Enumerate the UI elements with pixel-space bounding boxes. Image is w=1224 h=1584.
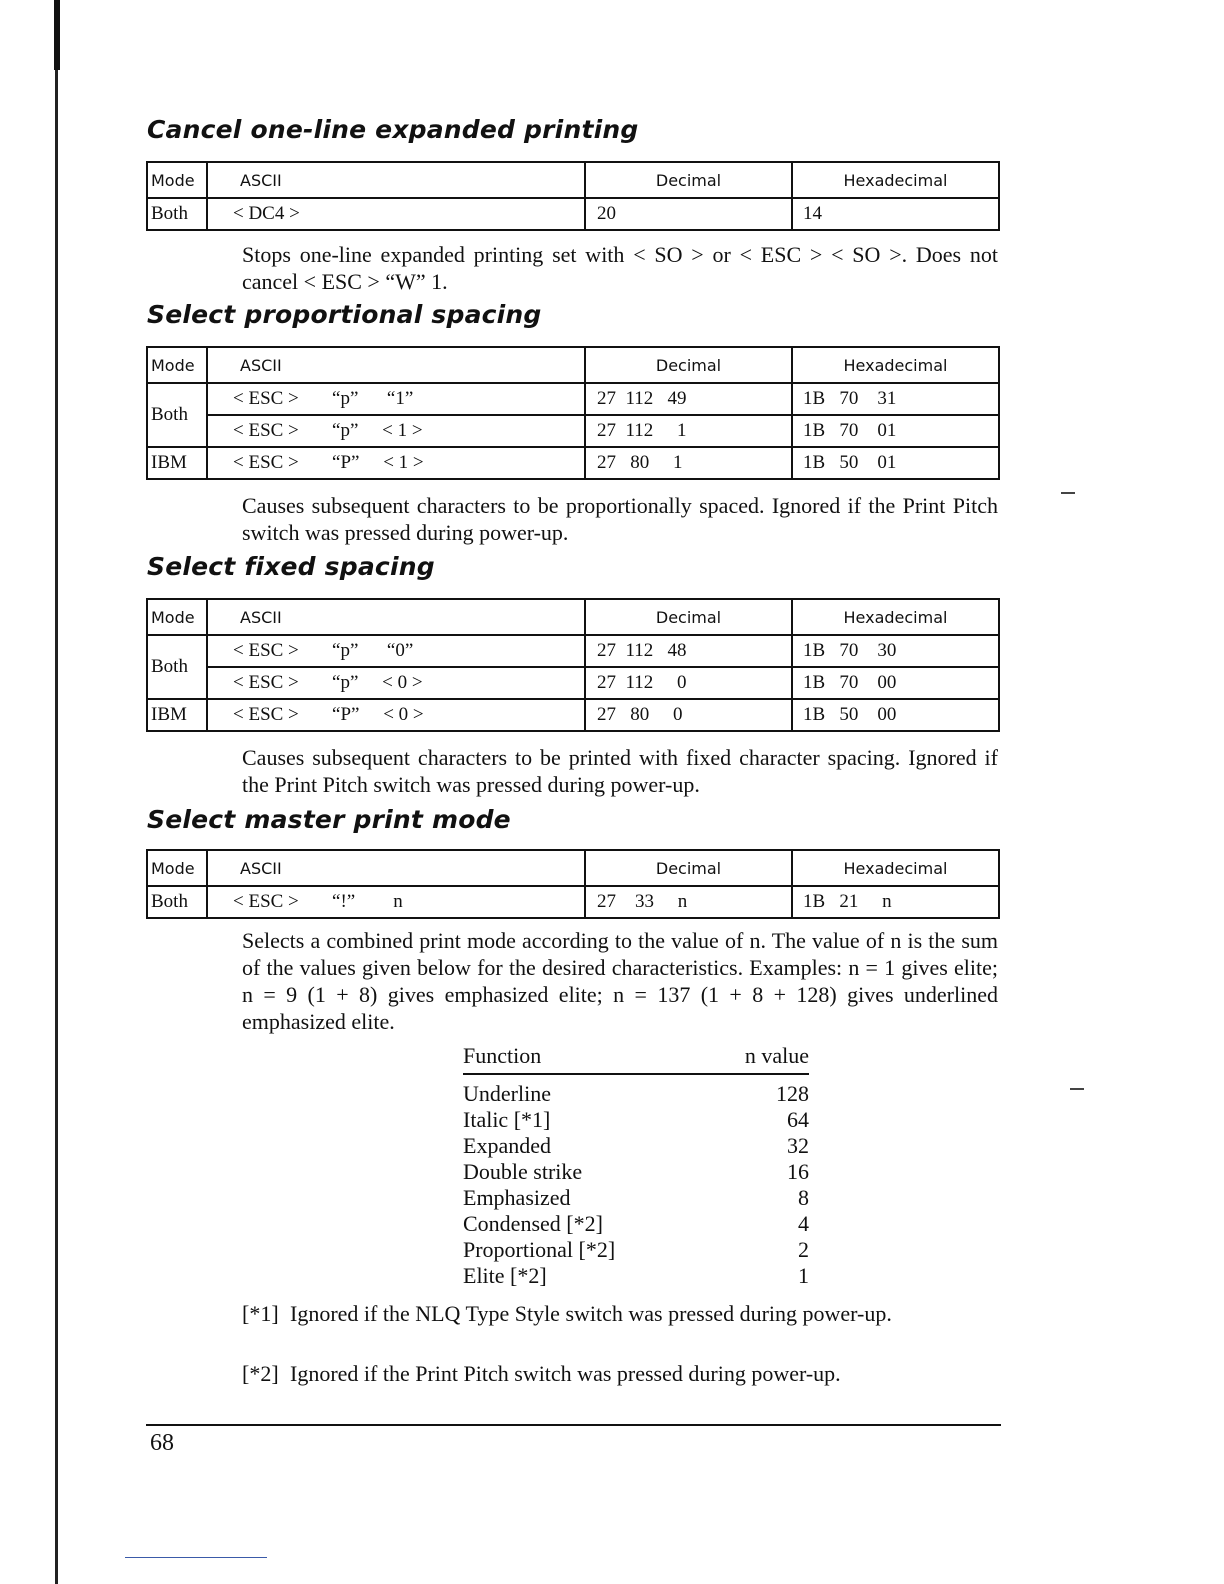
function-table-header [463,1042,809,1075]
function-row [463,1081,809,1107]
function-value-table [463,1042,809,1289]
function-name: Elite [*2] [463,1263,547,1288]
function-value: 1 [798,1263,809,1288]
cell-decimal: 27 80 1 [585,447,792,479]
function-name: Italic [*1] [463,1107,551,1132]
table-row [147,635,999,667]
cell-ascii: < ESC > “P” < 1 > [207,447,585,479]
cell-decimal: 27 112 49 [585,383,792,415]
page-number: 68 [150,1430,174,1456]
function-value: 64 [787,1107,809,1132]
table-row [147,198,999,230]
section-description: Selects a combined print mode according to the value of n. The value of n is the sum of the values given below for the desired characteristics. Examples: n = 1 gives elite; n = 9 (1 + 8) gives emphasized elite; n = 137 (1 + 8 + 128) gives underlined emphasized elite. [242,928,998,1034]
cell-ascii: < ESC > “p” “1” [207,383,585,415]
function-name: Proportional [*2] [463,1237,616,1262]
footnote-text: Ignored if the Print Pitch switch was pressed during power-up. [290,1361,841,1386]
header-hex: Hexadecimal [792,599,999,635]
section-description: Stops one-line expanded printing set with < SO > or < ESC > < SO >. Does not cancel < ESC > “W” 1. [242,242,998,294]
cell-hex: 1B 50 00 [792,699,999,731]
section-title-fixed-spacing: Select fixed spacing [147,552,435,581]
header-hex: Hexadecimal [792,162,999,198]
command-table-fixed-spacing [146,598,1000,732]
function-name: Double strike [463,1159,583,1184]
header-mode: Mode [147,162,207,198]
function-row [463,1211,809,1237]
command-table-master-print-mode [146,849,1000,919]
footnote-2 [242,1359,922,1388]
value-header: n value [744,1043,809,1068]
function-row [463,1133,809,1159]
cell-hex: 1B 70 31 [792,383,999,415]
cell-hex: 1B 70 01 [792,415,999,447]
header-ascii: ASCII [207,162,585,198]
header-ascii: ASCII [207,347,585,383]
table-row [147,447,999,479]
function-name: Emphasized [463,1185,571,1210]
table-row [147,699,999,731]
cell-decimal: 27 80 0 [585,699,792,731]
section-title-proportional-spacing: Select proportional spacing [147,300,542,329]
binding-edge-top [54,0,60,70]
cell-hex: 1B 21 n [792,886,999,918]
footnote-text: Ignored if the NLQ Type Style switch was pressed during power-up. [290,1301,892,1326]
table-header-row [147,599,999,635]
function-row [463,1263,809,1289]
cell-ascii: < ESC > “p” “0” [207,635,585,667]
table-row [147,667,999,699]
header-decimal: Decimal [585,162,792,198]
function-row [463,1185,809,1211]
table-header-row [147,850,999,886]
table-header-row [147,162,999,198]
cell-decimal: 27 112 1 [585,415,792,447]
header-mode: Mode [147,599,207,635]
cell-ascii: < ESC > “!” n [207,886,585,918]
cell-mode: Both [147,383,207,447]
cell-ascii: < DC4 > [207,198,585,230]
header-mode: Mode [147,347,207,383]
table-header-row [147,347,999,383]
table-row [147,886,999,918]
margin-mark [1070,1088,1084,1090]
cell-decimal: 27 33 n [585,886,792,918]
function-value: 128 [776,1081,809,1106]
command-table-proportional-spacing [146,346,1000,480]
header-decimal: Decimal [585,599,792,635]
cell-decimal: 27 112 0 [585,667,792,699]
cell-mode: IBM [147,447,207,479]
scan-artifact-line [125,1557,267,1558]
cell-mode: Both [147,198,207,230]
footer-rule [146,1424,1001,1426]
footnote-tag: [*1] [242,1301,279,1326]
function-table-body [463,1081,809,1289]
table-row [147,415,999,447]
function-header: Function [463,1043,542,1068]
function-row [463,1107,809,1133]
footnote-1 [242,1299,922,1328]
cell-mode: Both [147,886,207,918]
command-table-cancel-expanded [146,161,1000,231]
function-value: 4 [798,1211,809,1236]
header-mode: Mode [147,850,207,886]
function-name: Underline [463,1081,551,1106]
section-title-master-print-mode: Select master print mode [147,805,511,834]
cell-decimal: 20 [585,198,792,230]
function-name: Condensed [*2] [463,1211,603,1236]
header-ascii: ASCII [207,850,585,886]
cell-mode: IBM [147,699,207,731]
function-row [463,1237,809,1263]
function-name: Expanded [463,1133,551,1158]
cell-hex: 14 [792,198,999,230]
table-row [147,383,999,415]
binding-edge [55,0,58,1584]
cell-hex: 1B 70 00 [792,667,999,699]
header-ascii: ASCII [207,599,585,635]
section-description: Causes subsequent characters to be printed with fixed character spacing. Ignored if the Print Pitch switch was pressed during power-up. [242,745,998,797]
function-value: 32 [787,1133,809,1158]
header-decimal: Decimal [585,850,792,886]
function-value: 2 [798,1237,809,1262]
header-decimal: Decimal [585,347,792,383]
function-value: 8 [798,1185,809,1210]
function-row [463,1159,809,1185]
margin-mark [1061,492,1075,494]
header-hex: Hexadecimal [792,850,999,886]
footnote-tag: [*2] [242,1361,279,1386]
cell-decimal: 27 112 48 [585,635,792,667]
cell-hex: 1B 70 30 [792,635,999,667]
cell-mode: Both [147,635,207,699]
cell-ascii: < ESC > “p” < 0 > [207,667,585,699]
cell-ascii: < ESC > “p” < 1 > [207,415,585,447]
section-description: Causes subsequent characters to be proportionally spaced. Ignored if the Print Pitch switch was pressed during power-up. [242,493,998,545]
cell-ascii: < ESC > “P” < 0 > [207,699,585,731]
section-title-cancel-expanded: Cancel one-line expanded printing [147,115,639,144]
header-hex: Hexadecimal [792,347,999,383]
function-value: 16 [787,1159,809,1184]
cell-hex: 1B 50 01 [792,447,999,479]
